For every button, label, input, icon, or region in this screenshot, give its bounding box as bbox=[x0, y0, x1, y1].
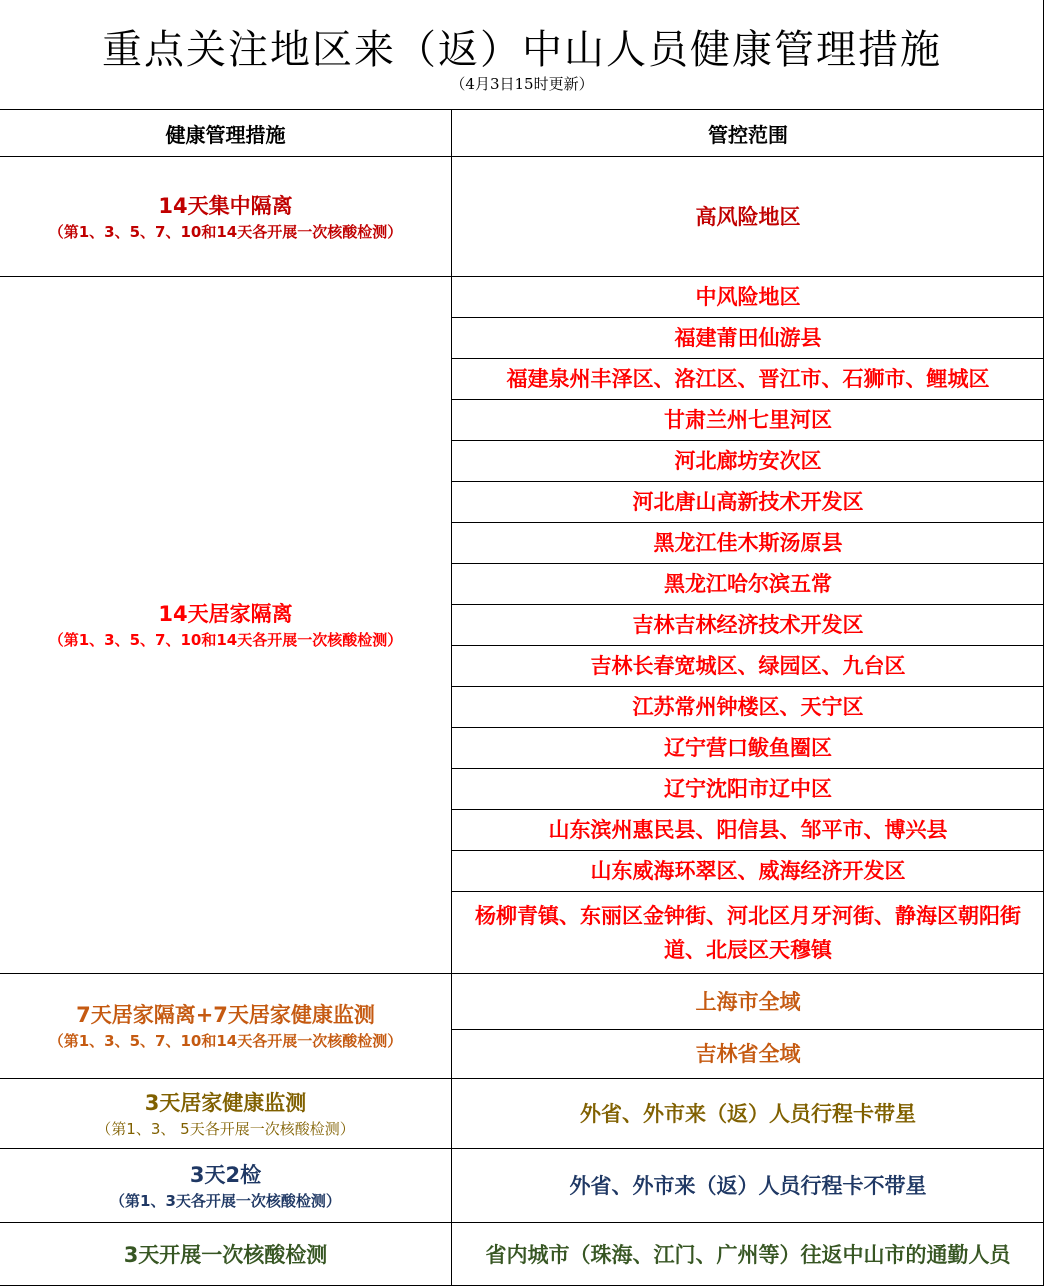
scope-cell: 山东威海环翠区、威海经济开发区 bbox=[452, 851, 1044, 892]
page-title: 重点关注地区来（返）中山人员健康管理措施 bbox=[102, 27, 942, 73]
measure-note: （第1、3天各开展一次核酸检测） bbox=[110, 1191, 341, 1210]
scope-cell: 吉林省全域 bbox=[452, 1030, 1044, 1079]
scope-cell: 辽宁营口鲅鱼圈区 bbox=[452, 728, 1044, 769]
scope-cell: 福建泉州丰泽区、洛江区、晋江市、石狮市、鲤城区 bbox=[452, 359, 1044, 400]
measure-title: 14天集中隔离 bbox=[158, 193, 293, 218]
update-time: （4月3日15时更新） bbox=[450, 75, 594, 93]
measure-note: （第1、3、5、7、10和14天各开展一次核酸检测） bbox=[48, 631, 403, 649]
measure-note: （第1、3、5、7、10和14天各开展一次核酸检测） bbox=[48, 222, 403, 241]
measure-cell bbox=[0, 1079, 452, 1149]
measure-title: 7天居家隔离+7天居家健康监测 bbox=[76, 1003, 375, 1027]
scope-cell: 省内城市（珠海、江门、广州等）往返中山市的通勤人员 bbox=[485, 1242, 1011, 1267]
measure-cell bbox=[0, 157, 452, 277]
header-measures: 健康管理措施 bbox=[0, 110, 452, 157]
scope-cell: 甘肃兰州七里河区 bbox=[452, 400, 1044, 441]
measure-note: （第1、3、 5天各开展一次核酸检测） bbox=[96, 1119, 355, 1138]
scope-cell: 河北唐山高新技术开发区 bbox=[452, 482, 1044, 523]
scope-cell: 上海市全域 bbox=[452, 974, 1044, 1030]
measure-title: 3天开展一次核酸检测 bbox=[123, 1242, 328, 1267]
measure-title: 3天居家健康监测 bbox=[144, 1090, 307, 1115]
scope-cell: 黑龙江哈尔滨五常 bbox=[452, 564, 1044, 605]
scope-cell: 吉林吉林经济技术开发区 bbox=[452, 605, 1044, 646]
scope-cell: 山东滨州惠民县、阳信县、邹平市、博兴县 bbox=[452, 810, 1044, 851]
scope-cell: 辽宁沈阳市辽中区 bbox=[452, 769, 1044, 810]
scope-cell: 外省、外市来（返）人员行程卡不带星 bbox=[452, 1149, 1044, 1223]
measure-cell bbox=[0, 974, 452, 1079]
measure-cell bbox=[0, 277, 452, 974]
scope-cell: 河北廊坊安次区 bbox=[452, 441, 1044, 482]
scope-cell: 高风险地区 bbox=[452, 157, 1044, 277]
measure-title: 3天2检 bbox=[189, 1162, 262, 1187]
measure-cell bbox=[0, 1149, 452, 1223]
measure-title: 14天居家隔离 bbox=[158, 602, 293, 626]
scope-cell: 江苏常州钟楼区、天宁区 bbox=[452, 687, 1044, 728]
header-scope: 管控范围 bbox=[452, 110, 1044, 157]
scope-cell: 中风险地区 bbox=[452, 277, 1044, 318]
scope-cell: 黑龙江佳木斯汤原县 bbox=[452, 523, 1044, 564]
scope-cell: 吉林长春宽城区、绿园区、九台区 bbox=[452, 646, 1044, 687]
scope-cell: 福建莆田仙游县 bbox=[452, 318, 1044, 359]
measure-cell bbox=[0, 1223, 452, 1286]
scope-cell: 外省、外市来（返）人员行程卡带星 bbox=[452, 1079, 1044, 1149]
title-block bbox=[0, 0, 1044, 110]
scope-cell: 杨柳青镇、东丽区金钟街、河北区月牙河街、静海区朝阳街道、北辰区天穆镇 bbox=[452, 892, 1044, 974]
measure-note: （第1、3、5、7、10和14天各开展一次核酸检测） bbox=[48, 1032, 403, 1050]
